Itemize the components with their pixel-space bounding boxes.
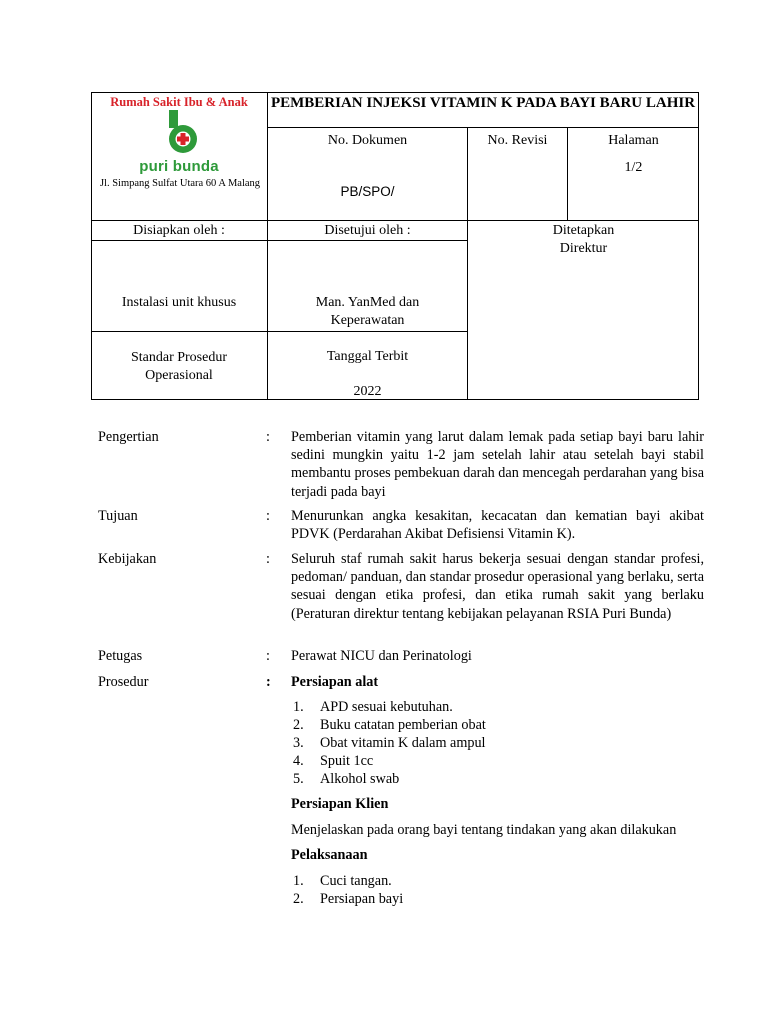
tujuan-colon: : <box>266 508 270 524</box>
list-number: 4. <box>293 753 304 769</box>
persiapan-klien-heading: Persiapan Klien <box>291 796 389 812</box>
kebijakan-label: Kebijakan <box>98 551 157 567</box>
disiapkan-label: Disiapkan oleh : <box>133 223 225 238</box>
hospital-logo-block <box>91 92 267 220</box>
ditetapkan-label: Ditetapkan <box>552 223 615 238</box>
prosedur-label: Prosedur <box>98 674 149 690</box>
pelaksanaan-heading: Pelaksanaan <box>291 847 368 863</box>
list-item <box>291 734 704 752</box>
pengertian-colon: : <box>266 429 270 445</box>
list-item <box>291 770 704 788</box>
petugas-colon: : <box>266 648 270 664</box>
instalasi-unit: Instalasi unit khusus <box>121 295 237 310</box>
column-divider-2 <box>467 127 468 400</box>
signature-row-divider <box>91 331 467 332</box>
direktur-label: Direktur <box>559 241 608 256</box>
list-item <box>291 890 704 908</box>
document-title: PEMBERIAN INJEKSI VITAMIN K PADA BAYI BARU LAHIR <box>270 95 696 111</box>
tanggal-terbit-label: Tanggal Terbit <box>326 349 409 364</box>
tujuan-label: Tujuan <box>98 508 138 524</box>
pengertian-label: Pengertian <box>98 429 159 445</box>
petugas-text: Perawat NICU dan Perinatologi <box>291 648 472 664</box>
halaman-value: 1/2 <box>624 160 643 175</box>
tahun-terbit: 2022 <box>353 384 382 399</box>
list-item-text: Spuit 1cc <box>320 753 374 769</box>
list-item-text: Alkohol swab <box>320 771 400 787</box>
standar-prosedur-label: Standar Prosedur Operasional <box>130 350 228 383</box>
no-dokumen-label: No. Dokumen <box>327 133 408 148</box>
halaman-label: Halaman <box>608 133 659 148</box>
list-item-text: Buku catatan pemberian obat <box>320 717 486 733</box>
no-dokumen-value: PB/SPO/ <box>340 184 395 199</box>
persiapan-alat-heading: Persiapan alat <box>291 674 379 690</box>
prosedur-colon: : <box>266 674 271 690</box>
list-number: 3. <box>293 735 304 751</box>
kebijakan-colon: : <box>266 551 270 567</box>
yanmed-keperawatan: Man. YanMed dan Keperawatan <box>315 295 420 328</box>
persiapan-klien-text: Menjelaskan pada orang bayi tentang tindakan yang akan dilakukan <box>291 822 677 838</box>
pelaksanaan-list <box>291 872 704 908</box>
list-number: 2. <box>293 891 304 907</box>
list-number: 1. <box>293 699 304 715</box>
no-revisi-label: No. Revisi <box>487 133 548 148</box>
list-item <box>291 716 704 734</box>
list-number: 5. <box>293 771 304 787</box>
list-item-text: Persiapan bayi <box>320 891 404 907</box>
title-row-divider <box>267 127 699 128</box>
tujuan-text: Menurunkan angka kesakitan, kecacatan dan kematian bayi akibat PDVK (Perdarahan Akibat Defisiensi Vitamin K). <box>291 508 704 543</box>
list-number: 1. <box>293 873 304 889</box>
hospital-address: Jl. Simpang Sulfat Utara 60 A Malang <box>99 178 261 189</box>
list-item-text: Cuci tangan. <box>320 873 392 889</box>
list-item <box>291 752 704 770</box>
pengertian-text: Pemberian vitamin yang larut dalam lemak pada setiap bayi baru lahir sedini mungkin yaitu 1-2 jam setelah lahir atau setelah bayi stabil membantu proses pembekuan darah dan mencegah perdarahan yang bisa terjadi pada bayi <box>291 429 704 500</box>
info-row-divider <box>91 220 699 221</box>
document-header-table <box>91 92 699 400</box>
list-item-text: APD sesuai kebutuhan. <box>320 699 453 715</box>
hospital-logo-icon <box>163 110 203 156</box>
disiapkan-row-divider <box>91 240 467 241</box>
petugas-label: Petugas <box>98 648 143 664</box>
disetujui-label: Disetujui oleh : <box>324 223 411 238</box>
kebijakan-text: Seluruh staf rumah sakit harus bekerja sesuai dengan standar profesi, pedoman/ panduan, dan standar prosedur operasional yang berlaku, serta sesuai dengan etika profesi, dan etika rumah sakit yang berlaku (Peraturan direktur tentang kebijakan pelayanan RSIA Puri Bunda) <box>291 551 704 622</box>
list-number: 2. <box>293 717 304 733</box>
hospital-type-label: Rumah Sakit Ibu & Anak <box>110 95 248 109</box>
hospital-brand-name: puri bunda <box>139 158 219 175</box>
persiapan-alat-list <box>291 698 704 788</box>
list-item <box>291 698 704 716</box>
list-item <box>291 872 704 890</box>
list-item-text: Obat vitamin K dalam ampul <box>320 735 486 751</box>
